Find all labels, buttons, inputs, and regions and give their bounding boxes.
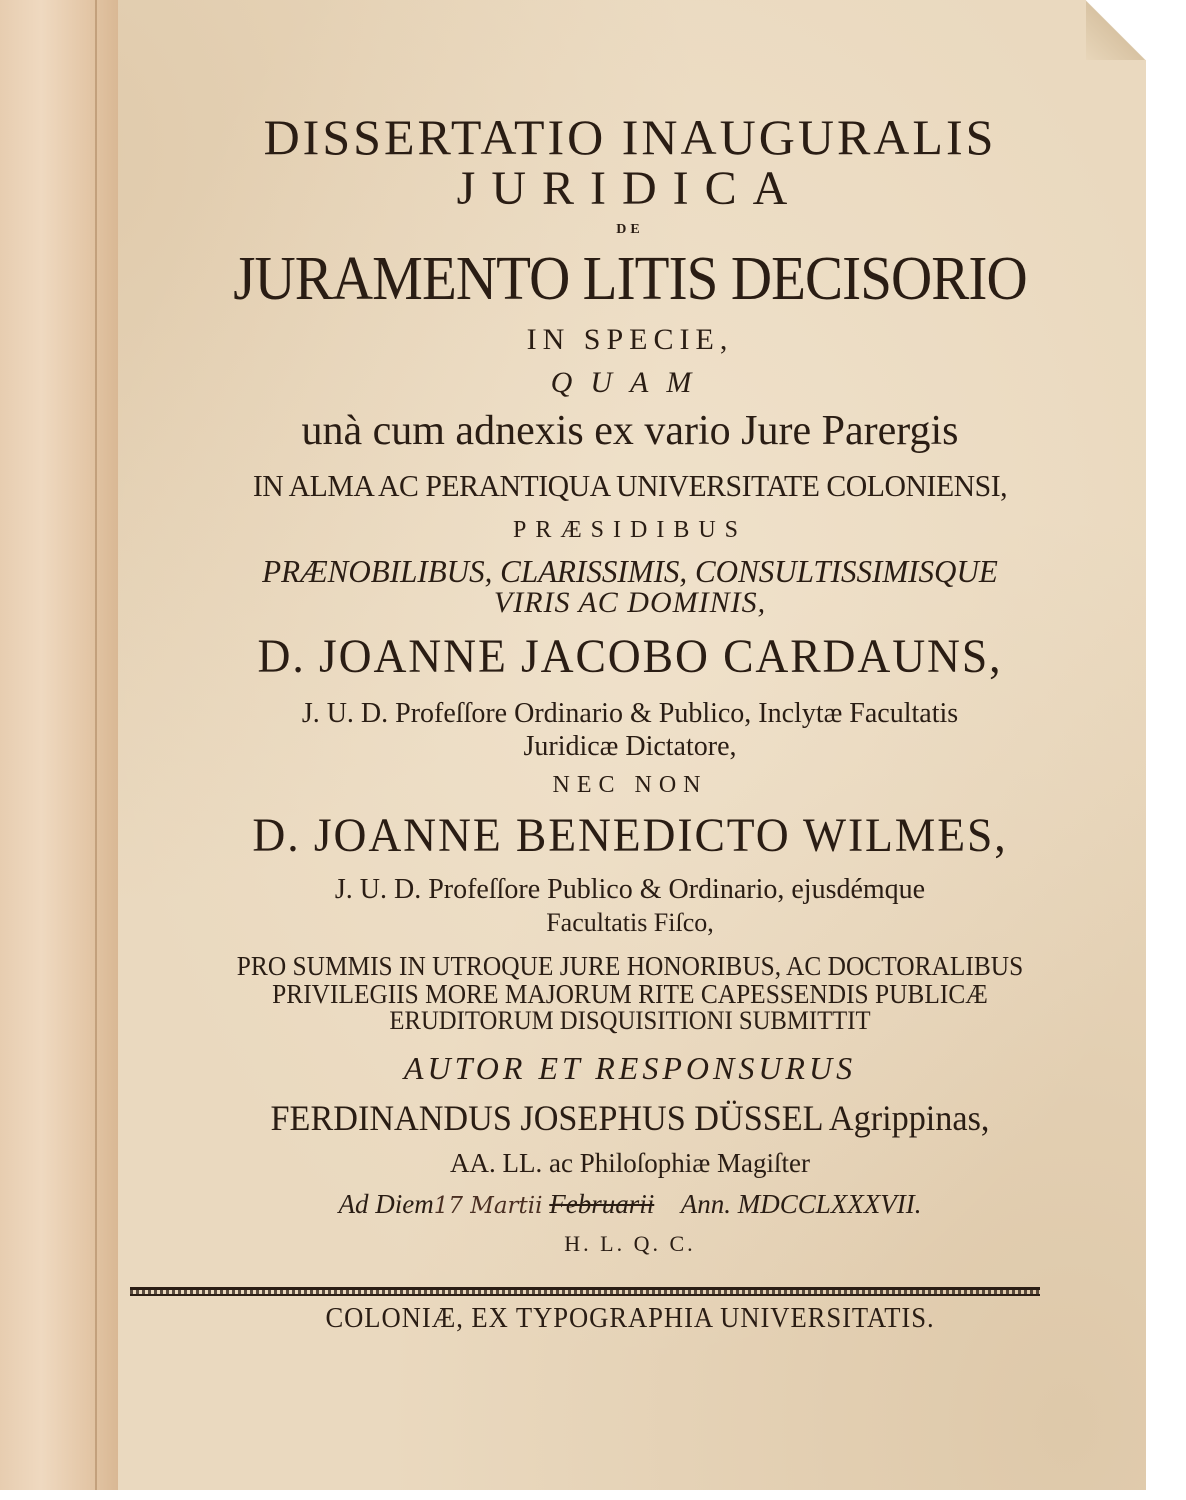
- hlqc-line: H. L. Q. C.: [564, 1231, 696, 1256]
- praeses-2-title: J. U. D. Profeſſore Publico & Ordinario, ejusdémque: [334, 874, 926, 905]
- parergis-line: unà cum adnexis ex vario Jure Parergis: [301, 408, 959, 454]
- imprint-line: COLONIÆ, EX TYPOGRAPHIA UNIVERSITATIS.: [325, 1303, 935, 1334]
- date-line: [120, 1191, 1140, 1218]
- page-margin-bottom: [0, 1490, 1186, 1500]
- author-degree: AA. LL. ac Philoſophiæ Magiſter: [450, 1148, 810, 1178]
- page-margin-right: [1146, 0, 1186, 1500]
- title-line-de: DE: [616, 222, 644, 237]
- praeses-1-name: D. JOANNE JACOBO CARDAUNS,: [257, 630, 1003, 683]
- spine-edge: [95, 0, 97, 1500]
- date-suffix: Ann. MDCCLXXXVII.: [680, 1189, 922, 1219]
- praeses-2-name: D. JOANNE BENEDICTO WILMES,: [252, 809, 1008, 862]
- honoribus-line-1: PRO SUMMIS IN UTROQUE JURE HONORIBUS, AC DOCTORALIBUS: [236, 951, 1024, 981]
- binding-spine: [0, 0, 118, 1500]
- praesidibus-line: PRÆSIDIBUS: [512, 517, 748, 543]
- nec-non-line: NEC NON: [552, 772, 708, 798]
- date-struck: Februarii: [549, 1189, 655, 1219]
- viris-line: VIRIS AC DOMINIS,: [493, 586, 767, 619]
- praeses-2-title-cont: Facultatis Fiſco,: [546, 908, 714, 937]
- corner-fold: [1086, 0, 1146, 60]
- author-name: FERDINANDUS JOSEPHUS DÜSSEL Agrippinas,: [270, 1098, 990, 1138]
- honoribus-line-3: ERUDITORUM DISQUISITIONI SUBMITTIT: [389, 1006, 871, 1035]
- autor-line: AUTOR ET RESPONSURUS: [403, 1050, 857, 1086]
- title-subtitle: IN SPECIE,: [526, 323, 734, 356]
- praenobilibus-line: PRÆNOBILIBUS, CLARISSIMIS, CONSULTISSIMISQUE: [262, 553, 998, 589]
- date-prefix: Ad Diem: [338, 1189, 434, 1219]
- praeses-1-title-cont: Juridicæ Dictatore,: [523, 731, 737, 762]
- praeses-1-title: J. U. D. Profeſſore Ordinario & Publico, Inclytæ Facultatis: [301, 698, 959, 729]
- main-title: JURAMENTO LITIS DECISORIO: [233, 245, 1027, 313]
- date-handwritten: 17 Martii: [433, 1193, 543, 1219]
- title-line-1: DISSERTATIO INAUGURALIS: [263, 109, 997, 165]
- honoribus-line-2: PRIVILEGIIS MORE MAJORUM RITE CAPESSENDIS PUBLICÆ: [272, 979, 988, 1009]
- title-line-2: JURIDICA: [456, 162, 804, 215]
- quam-line: QUAM: [550, 366, 710, 399]
- university-line: IN ALMA AC PERANTIQUA UNIVERSITATE COLONIENSI,: [252, 468, 1008, 503]
- imprint-rule-bottom: [130, 1294, 1040, 1296]
